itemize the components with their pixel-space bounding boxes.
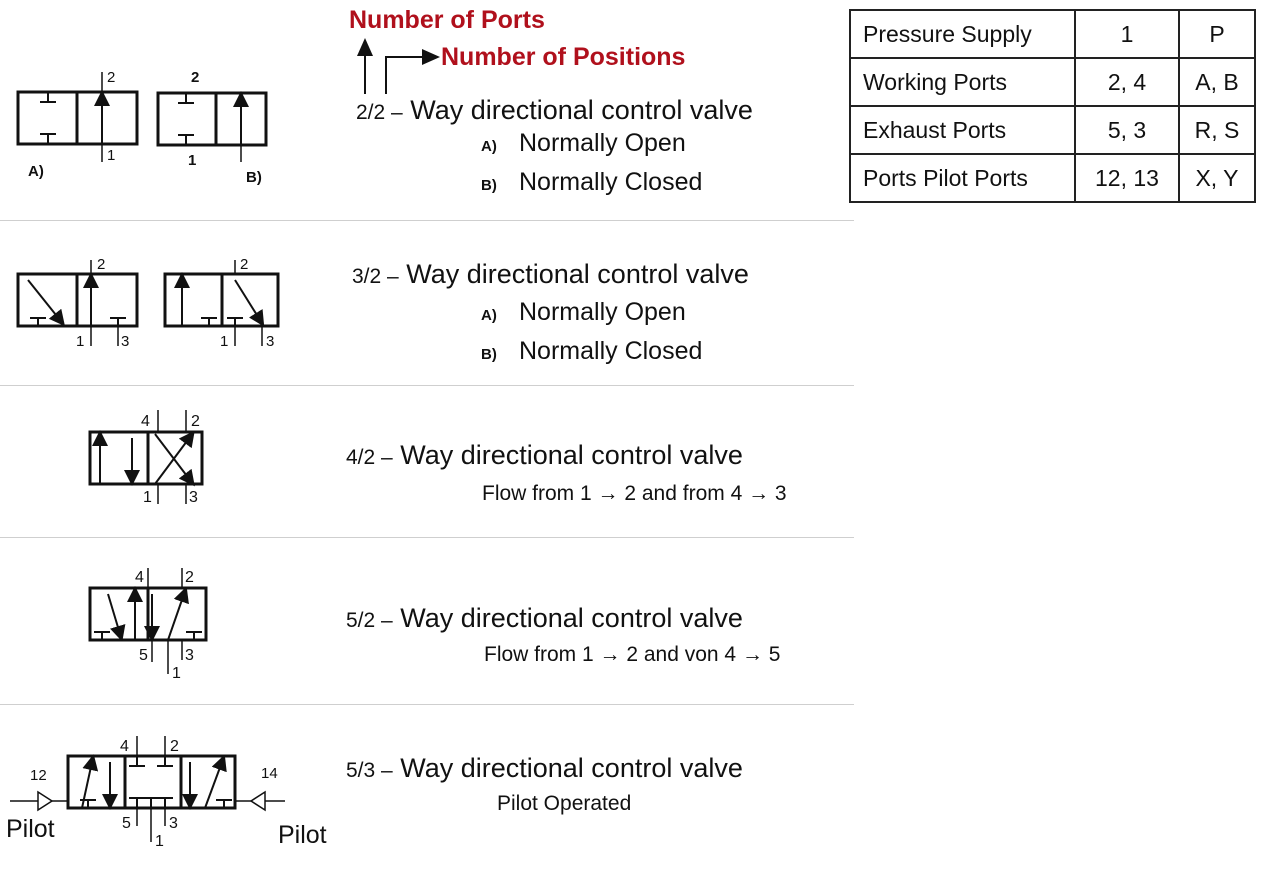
port-label: 1 (172, 665, 181, 682)
port-label: 1 (143, 489, 152, 506)
pilot-port-label: 12 (30, 767, 47, 784)
table-cell-letter: R, S (1179, 106, 1255, 154)
port-label: 3 (121, 333, 130, 350)
valve-5-2-title (346, 603, 743, 634)
header-pointer-arrows (340, 38, 450, 98)
valve-title-text: Way directional control valve (400, 753, 743, 783)
table-row (850, 106, 1255, 154)
valve-2-2-item-b: B) Normally Closed (481, 168, 703, 196)
port-label: 2 (191, 69, 200, 86)
valve-3-2-item-a: A) Normally Open (481, 298, 686, 326)
pilot-port-label: 14 (261, 765, 278, 782)
number-of-ports-label: Number of Ports (349, 6, 545, 34)
port-label: 4 (120, 738, 129, 755)
valve-2-2-symbol-a (18, 69, 137, 180)
valve-5-3-symbol (0, 726, 345, 856)
port-label: 3 (169, 815, 178, 832)
valve-2-2-item-a: A) Normally Open (481, 129, 686, 157)
table-cell-letter: X, Y (1179, 154, 1255, 202)
port-label: 1 (155, 833, 164, 850)
valve-5-3-title (346, 753, 743, 784)
valve-title-text: Way directional control valve (406, 259, 749, 289)
valve-4-2-flow: Flow from 1 → 2 and from 4 → 3 (482, 482, 787, 505)
valve-3-2-symbol-a (18, 256, 137, 350)
pilot-triangle-left (38, 792, 52, 810)
valve-3-2-item-b: B) Normally Closed (481, 337, 703, 365)
port-label: 2 (191, 413, 200, 430)
port-label: 2 (107, 69, 116, 86)
row-divider (0, 385, 854, 386)
port-label: 2 (240, 256, 249, 273)
port-label: 2 (170, 738, 179, 755)
table-cell-name: Exhaust Ports (850, 106, 1075, 154)
table-cell-number: 2, 4 (1075, 58, 1179, 106)
valve-code: 5/2 – (346, 609, 393, 632)
row-divider (0, 220, 854, 221)
table-cell-number: 1 (1075, 10, 1179, 58)
valve-2-2-symbol-b (158, 69, 266, 186)
valve-5-2-symbol (80, 562, 230, 682)
table-row (850, 58, 1255, 106)
port-label: 4 (135, 569, 144, 586)
port-label: 4 (141, 413, 150, 430)
port-label: 3 (266, 333, 275, 350)
table-cell-name: Working Ports (850, 58, 1075, 106)
pilot-triangle-right (251, 792, 265, 810)
valve-5-3-flow: Pilot Operated (497, 792, 632, 815)
table-cell-number: 5, 3 (1075, 106, 1179, 154)
table-cell-name: Ports Pilot Ports (850, 154, 1075, 202)
valve-2-2-symbols (10, 62, 285, 192)
valve-code: 5/3 – (346, 759, 393, 782)
valve-title-text: Way directional control valve (410, 95, 753, 125)
valve-title-text: Way directional control valve (400, 440, 743, 470)
pilot-label-left: Pilot (6, 815, 55, 843)
table-cell-letter: P (1179, 10, 1255, 58)
port-label: 1 (76, 333, 85, 350)
ports-table (849, 9, 1256, 203)
port-label: 3 (189, 489, 198, 506)
valve-2-2-title (356, 95, 753, 126)
table-row (850, 154, 1255, 202)
valve-3-2-title (352, 259, 749, 290)
table-cell-name: Pressure Supply (850, 10, 1075, 58)
port-label: 1 (220, 333, 229, 350)
port-label: 5 (139, 647, 148, 664)
valve-4-2-title (346, 440, 743, 471)
pilot-label-right: Pilot (278, 821, 327, 849)
symbol-caption: A) (28, 163, 44, 180)
symbol-caption: B) (246, 169, 262, 186)
port-label: 2 (185, 569, 194, 586)
valve-5-2-flow: Flow from 1 → 2 and von 4 → 5 (484, 643, 781, 666)
port-label: 2 (97, 256, 106, 273)
port-label: 1 (107, 147, 116, 164)
table-cell-letter: A, B (1179, 58, 1255, 106)
table-row (850, 10, 1255, 58)
row-divider (0, 537, 854, 538)
valve-code: 2/2 – (356, 101, 403, 124)
port-label: 3 (185, 647, 194, 664)
port-label: 1 (188, 152, 197, 169)
table-cell-number: 12, 13 (1075, 154, 1179, 202)
port-label: 5 (122, 815, 131, 832)
valve-code: 4/2 – (346, 446, 393, 469)
number-of-positions-label: Number of Positions (441, 43, 686, 71)
valve-4-2-symbol (80, 402, 230, 512)
valve-3-2-symbols (10, 250, 290, 360)
row-divider (0, 704, 854, 705)
valve-title-text: Way directional control valve (400, 603, 743, 633)
valve-code: 3/2 – (352, 265, 399, 288)
positions-pointer-arrow (386, 57, 432, 94)
valve-3-2-symbol-b (165, 256, 278, 350)
